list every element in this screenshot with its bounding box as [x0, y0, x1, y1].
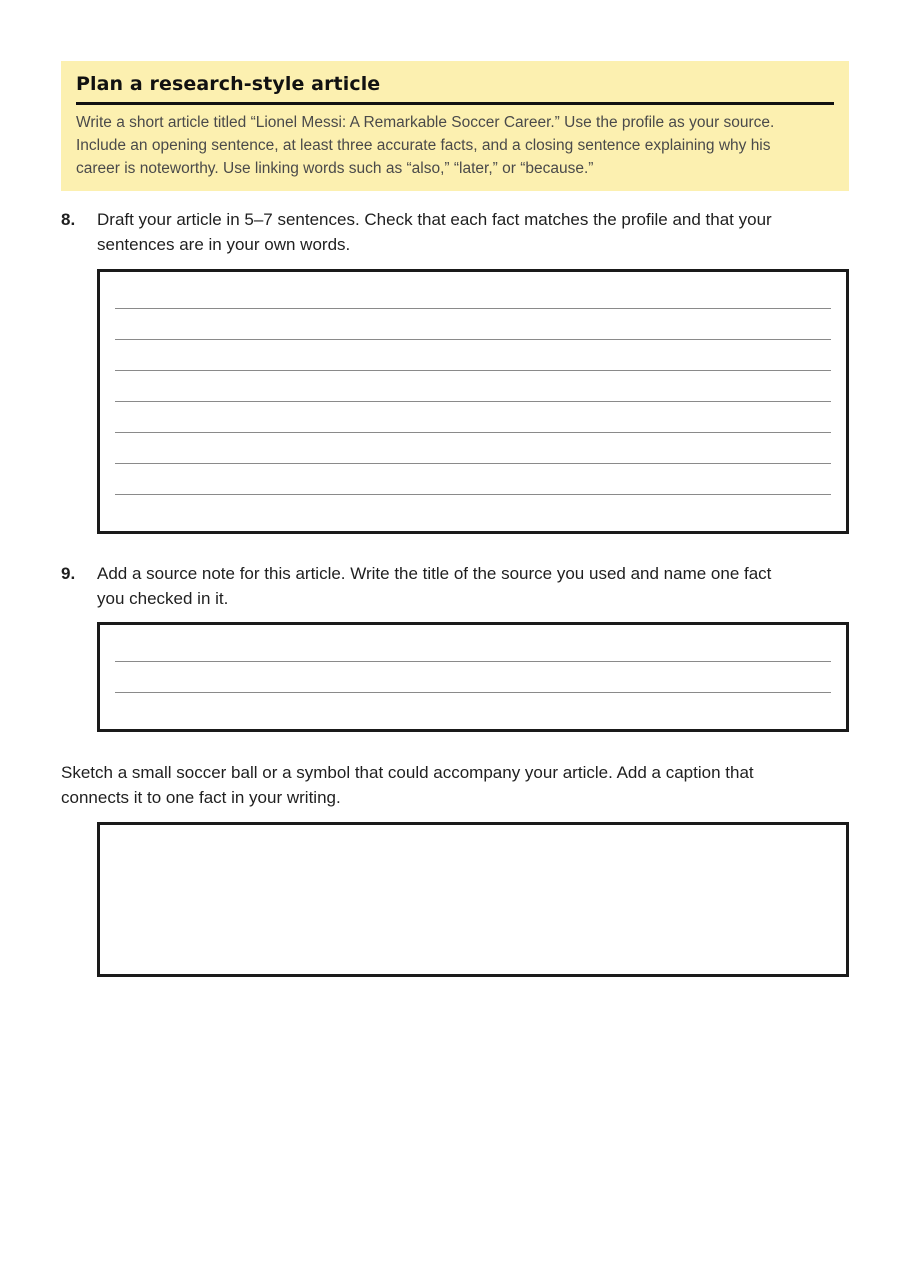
question-9 [61, 561, 849, 611]
writing-line [115, 661, 831, 662]
writing-line [115, 401, 831, 402]
writing-line [115, 432, 831, 433]
answer-box-question-9[interactable] [97, 622, 849, 732]
callout-title: Plan a research-style article [76, 71, 834, 105]
writing-line [115, 692, 831, 693]
question-8 [61, 207, 849, 257]
sketch-box[interactable] [97, 822, 849, 977]
question-number: 8. [61, 210, 76, 229]
sketch-prompt: Sketch a small soccer ball or a symbol that could accompany your article. Add a caption that connects it to one fact in your writing. [61, 763, 754, 807]
writing-line [115, 494, 831, 495]
writing-line [115, 339, 831, 340]
question-text: Add a source note for this article. Write the title of the source you used and name one fact you checked in it. [97, 564, 772, 608]
writing-line [115, 370, 831, 371]
question-text: Draft your article in 5–7 sentences. Check that each fact matches the profile and that your sentences are in your own words. [97, 210, 772, 254]
answer-box-question-8[interactable] [97, 269, 849, 534]
question-number: 9. [61, 564, 76, 583]
instruction-callout [61, 61, 849, 191]
writing-line [115, 308, 831, 309]
callout-body: Write a short article titled “Lionel Messi: A Remarkable Soccer Career.” Use the profile as your source. Include an opening sentence, at least three accurate facts, and a closing sentence explaining why his career is noteworthy. Use linking words such as “also,” “later,” or “because.” [76, 114, 775, 177]
writing-line [115, 463, 831, 464]
